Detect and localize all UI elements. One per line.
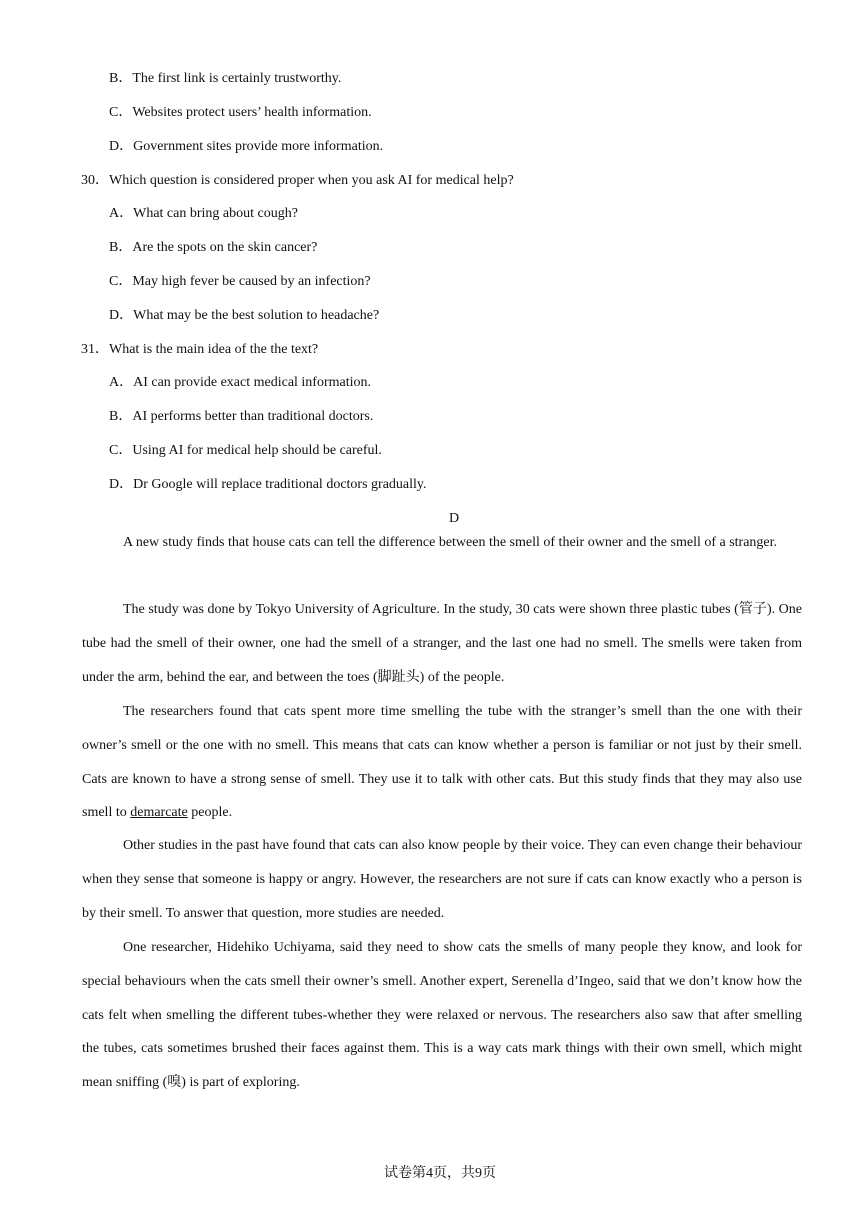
passage-paragraph-3: [82, 695, 802, 830]
passage-paragraph-1: A new study finds that house cats can tell the difference between the smell of their owner and the smell of a stranger.: [123, 535, 778, 550]
page-footer: 试卷第4页，共9页: [384, 1166, 496, 1181]
q31-option-d: D．Dr Google will replace traditional doctors gradually.: [109, 477, 427, 492]
q29-option-d: D．Government sites provide more information.: [109, 139, 384, 154]
passage-paragraph-4: Other studies in the past have found that cats can also know people by their voice. They can even change their behaviour when they sense that someone is happy or angry. However, the researchers are not sure if cats can know exactly who a person is by their smell. To answer that question, more studies are needed.: [82, 838, 802, 921]
q30-option-a: A．What can bring about cough?: [109, 206, 298, 221]
passage-paragraph-5: One researcher, Hidehiko Uchiyama, said they need to show cats the smells of many people they know, and look for special behaviours when the cats smell their owner’s smell. Another expert, Serenella d’Ingeo, said that we don’t know how the cats felt when smelling the different tubes-whether they were relaxed or nervous. The researchers also saw that after smelling the tubes, cats sometimes brushed their faces against them. This is a way cats mark things with their own smell, which might mean sniffing (嗅) is part of exploring.: [82, 940, 802, 1091]
q31-option-b: B．AI performs better than traditional doctors.: [109, 409, 374, 424]
p3-text-after: people.: [187, 805, 233, 821]
underlined-word-demarcate: demarcate: [130, 805, 188, 821]
q29-option-c: C．Websites protect users’ health information.: [109, 105, 372, 120]
p3-text-before: The researchers found that cats spent more time smelling the tube with the stranger’s smell than the one with their owner’s smell or the one with no smell. This means that cats can know whether a person is familiar or not just by their smell. Cats are known to have a strong sense of smell. They use it to talk with other cats. But this study finds that they may also use smell to: [82, 704, 802, 821]
q29-option-b: B．The first link is certainly trustworthy.: [109, 71, 342, 86]
q31-stem: 31．What is the main idea of the the text?: [81, 342, 319, 357]
q30-option-b: B．Are the spots on the skin cancer?: [109, 240, 318, 255]
section-label: D: [448, 511, 460, 526]
q31-option-a: A．AI can provide exact medical information.: [109, 375, 372, 390]
q30-stem: 30．Which question is considered proper when you ask AI for medical help?: [81, 173, 514, 188]
q31-option-c: C．Using AI for medical help should be careful.: [109, 443, 382, 458]
q30-option-c: C．May high fever be caused by an infection?: [109, 274, 371, 289]
q30-option-d: D．What may be the best solution to headache?: [109, 308, 380, 323]
passage-paragraph-2: The study was done by Tokyo University of Agriculture. In the study, 30 cats were shown three plastic tubes (管子). One tube had the smell of their owner, one had the smell of a stranger, and the last one had no smell. The smells were taken from under the arm, behind the ear, and between the toes (脚趾头) of the people.: [82, 602, 802, 685]
